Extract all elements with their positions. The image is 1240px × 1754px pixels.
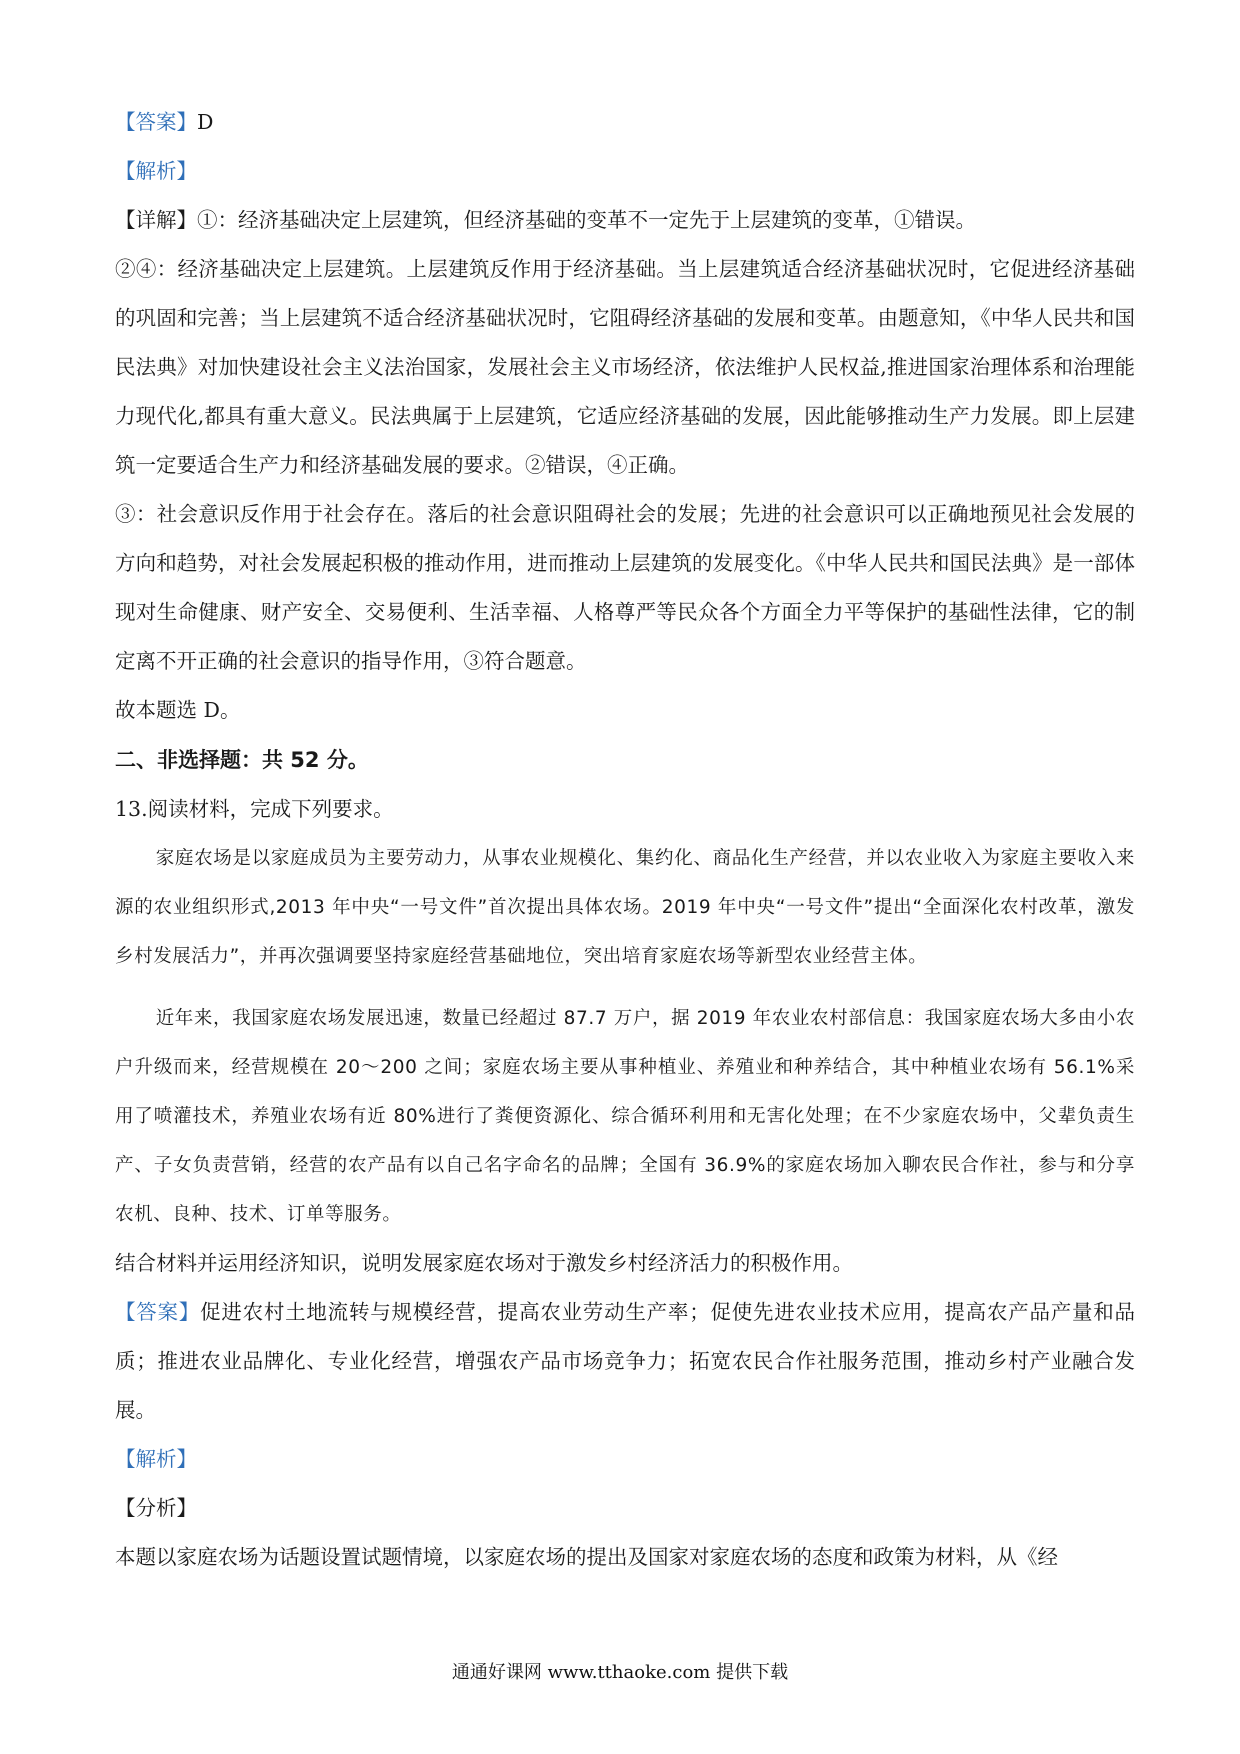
answer-value: D — [197, 110, 214, 134]
detail-line — [115, 196, 1135, 245]
q13-question: 结合材料并运用经济知识，说明发展家庭农场对于激发乡村经济活力的积极作用。 — [115, 1251, 853, 1275]
detail-label: 【详解】 — [115, 208, 197, 232]
material-paragraph-2: 近年来，我国家庭农场发展迅速，数量已经超过 87.7 万户，据 2019 年农业农村部信息：我国家庭农场大多由小农户升级而来，经营规模在 20～200 之间；家庭农场主要从事种植业、养殖业和种养结合，其中种植业农场有 56.1%采用了喷灌技术，养殖业农场有近 80%进行了粪便资源化、综合循环利用和无害化处理；在不少家庭农场中，父辈负责生产、子女负责营销，经营的农产品有以自己名字命名的品牌；全国有 36.9%的家庭农场加入聊农民合作社，参与和分享农机、良种、技术、订单等服务。 — [115, 1008, 1135, 1225]
detail-paragraph-3: ③：社会意识反作用于社会存在。落后的社会意识阻碍社会的发展；先进的社会意识可以正确地预见社会发展的方向和趋势，对社会发展起积极的推动作用，进而推动上层建筑的发展变化。《中华人民共和国民法典》是一部体现对生命健康、财产安全、交易便利、生活幸福、人格尊严等民众各个方面全力平等保护的基础性法律，它的制定离不开正确的社会意识的指导作用，③符合题意。 — [115, 502, 1135, 673]
q13-fenxi-label: 【分析】 — [115, 1496, 197, 1520]
q13-answer-label: 【答案】 — [115, 1300, 201, 1324]
q13-fenxi-text: 本题以家庭农场为话题设置试题情境，以家庭农场的提出及国家对家庭农场的态度和政策为材料，从《经 — [115, 1545, 1058, 1569]
q13-analysis-label: 【解析】 — [115, 1447, 197, 1471]
q13-answer-text: 促进农村土地流转与规模经营，提高农业劳动生产率；促使先进农业技术应用，提高农产品产量和品质；推进农业品牌化、专业化经营，增强农产品市场竞争力；拓宽农民合作社服务范围，推动乡村产业融合发展。 — [115, 1300, 1136, 1422]
q12-answer-line — [115, 98, 1135, 147]
q13-prompt: 13.阅读材料，完成下列要求。 — [115, 797, 394, 821]
analysis-label: 【解析】 — [115, 159, 197, 183]
detail-paragraph-2-4: ②④：经济基础决定上层建筑。上层建筑反作用于经济基础。当上层建筑适合经济基础状况时，它促进经济基础的巩固和完善；当上层建筑不适合经济基础状况时，它阻碍经济基础的发展和变革。由题意知，《中华人民共和国民法典》对加快建设社会主义法治国家，发展社会主义市场经济，依法维护人民权益,推进国家治理体系和治理能力现代化,都具有重大意义。民法典属于上层建筑，它适应经济基础的发展，因此能够推动生产力发展。即上层建筑一定要适合生产力和经济基础发展的要求。②错误，④正确。 — [115, 257, 1135, 477]
page-footer: 通通好课网 www.tthaoke.com 提供下载 — [451, 1662, 789, 1683]
section-title: 二、非选择题：共 52 分。 — [115, 748, 369, 772]
conclusion-line: 故本题选 D。 — [115, 698, 241, 722]
detail-text: ①：经济基础决定上层建筑，但经济基础的变革不一定先于上层建筑的变革，①错误。 — [197, 208, 976, 232]
page-content — [115, 98, 1135, 1582]
answer-label: 【答案】 — [115, 110, 197, 134]
material-paragraph-1: 家庭农场是以家庭成员为主要劳动力，从事农业规模化、集约化、商品化生产经营，并以农业收入为家庭主要收入来源的农业组织形式,2013 年中央“一号文件”首次提出具体农场。2019 年中央“一号文件”提出“全面深化农村改革，激发乡村发展活力”，并再次强调要坚持家庭经营基础地位，突出培育家庭农场等新型农业经营主体。 — [115, 848, 1135, 967]
q13-answer-paragraph — [115, 1288, 1135, 1435]
